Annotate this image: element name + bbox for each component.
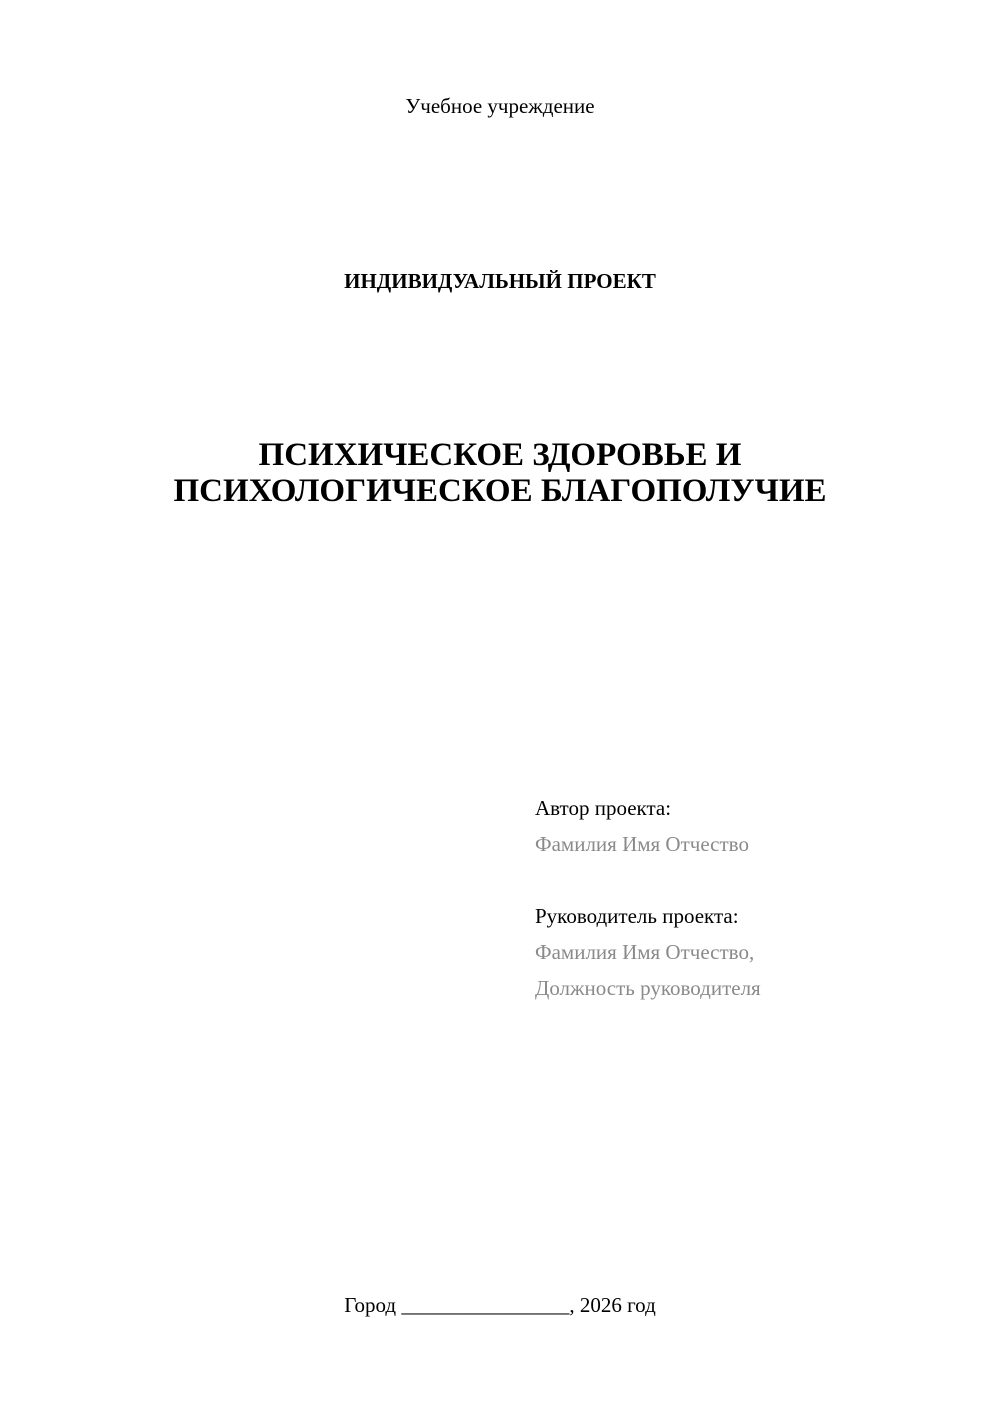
project-title-line-1: ПСИХИЧЕСКОЕ ЗДОРОВЬЕ И (258, 437, 742, 473)
institution-name: Учебное учреждение (405, 94, 595, 118)
project-type-heading: ИНДИВИДУАЛЬНЫЙ ПРОЕКТ (344, 269, 656, 293)
supervisor-label: Руководитель проекта: (535, 904, 739, 928)
project-title-line-2: ПСИХОЛОГИЧЕСКОЕ БЛАГОПОЛУЧИЕ (173, 473, 827, 509)
supervisor-name: Фамилия Имя Отчество, (535, 940, 755, 964)
city-year-line: Город ________________, 2026 год (344, 1293, 656, 1317)
author-label: Автор проекта: (535, 796, 672, 820)
project-title (0, 437, 1000, 509)
author-name: Фамилия Имя Отчество (535, 832, 749, 856)
info-spacer (535, 862, 761, 898)
project-info-block (535, 790, 761, 1006)
supervisor-position: Должность руководителя (535, 976, 761, 1000)
